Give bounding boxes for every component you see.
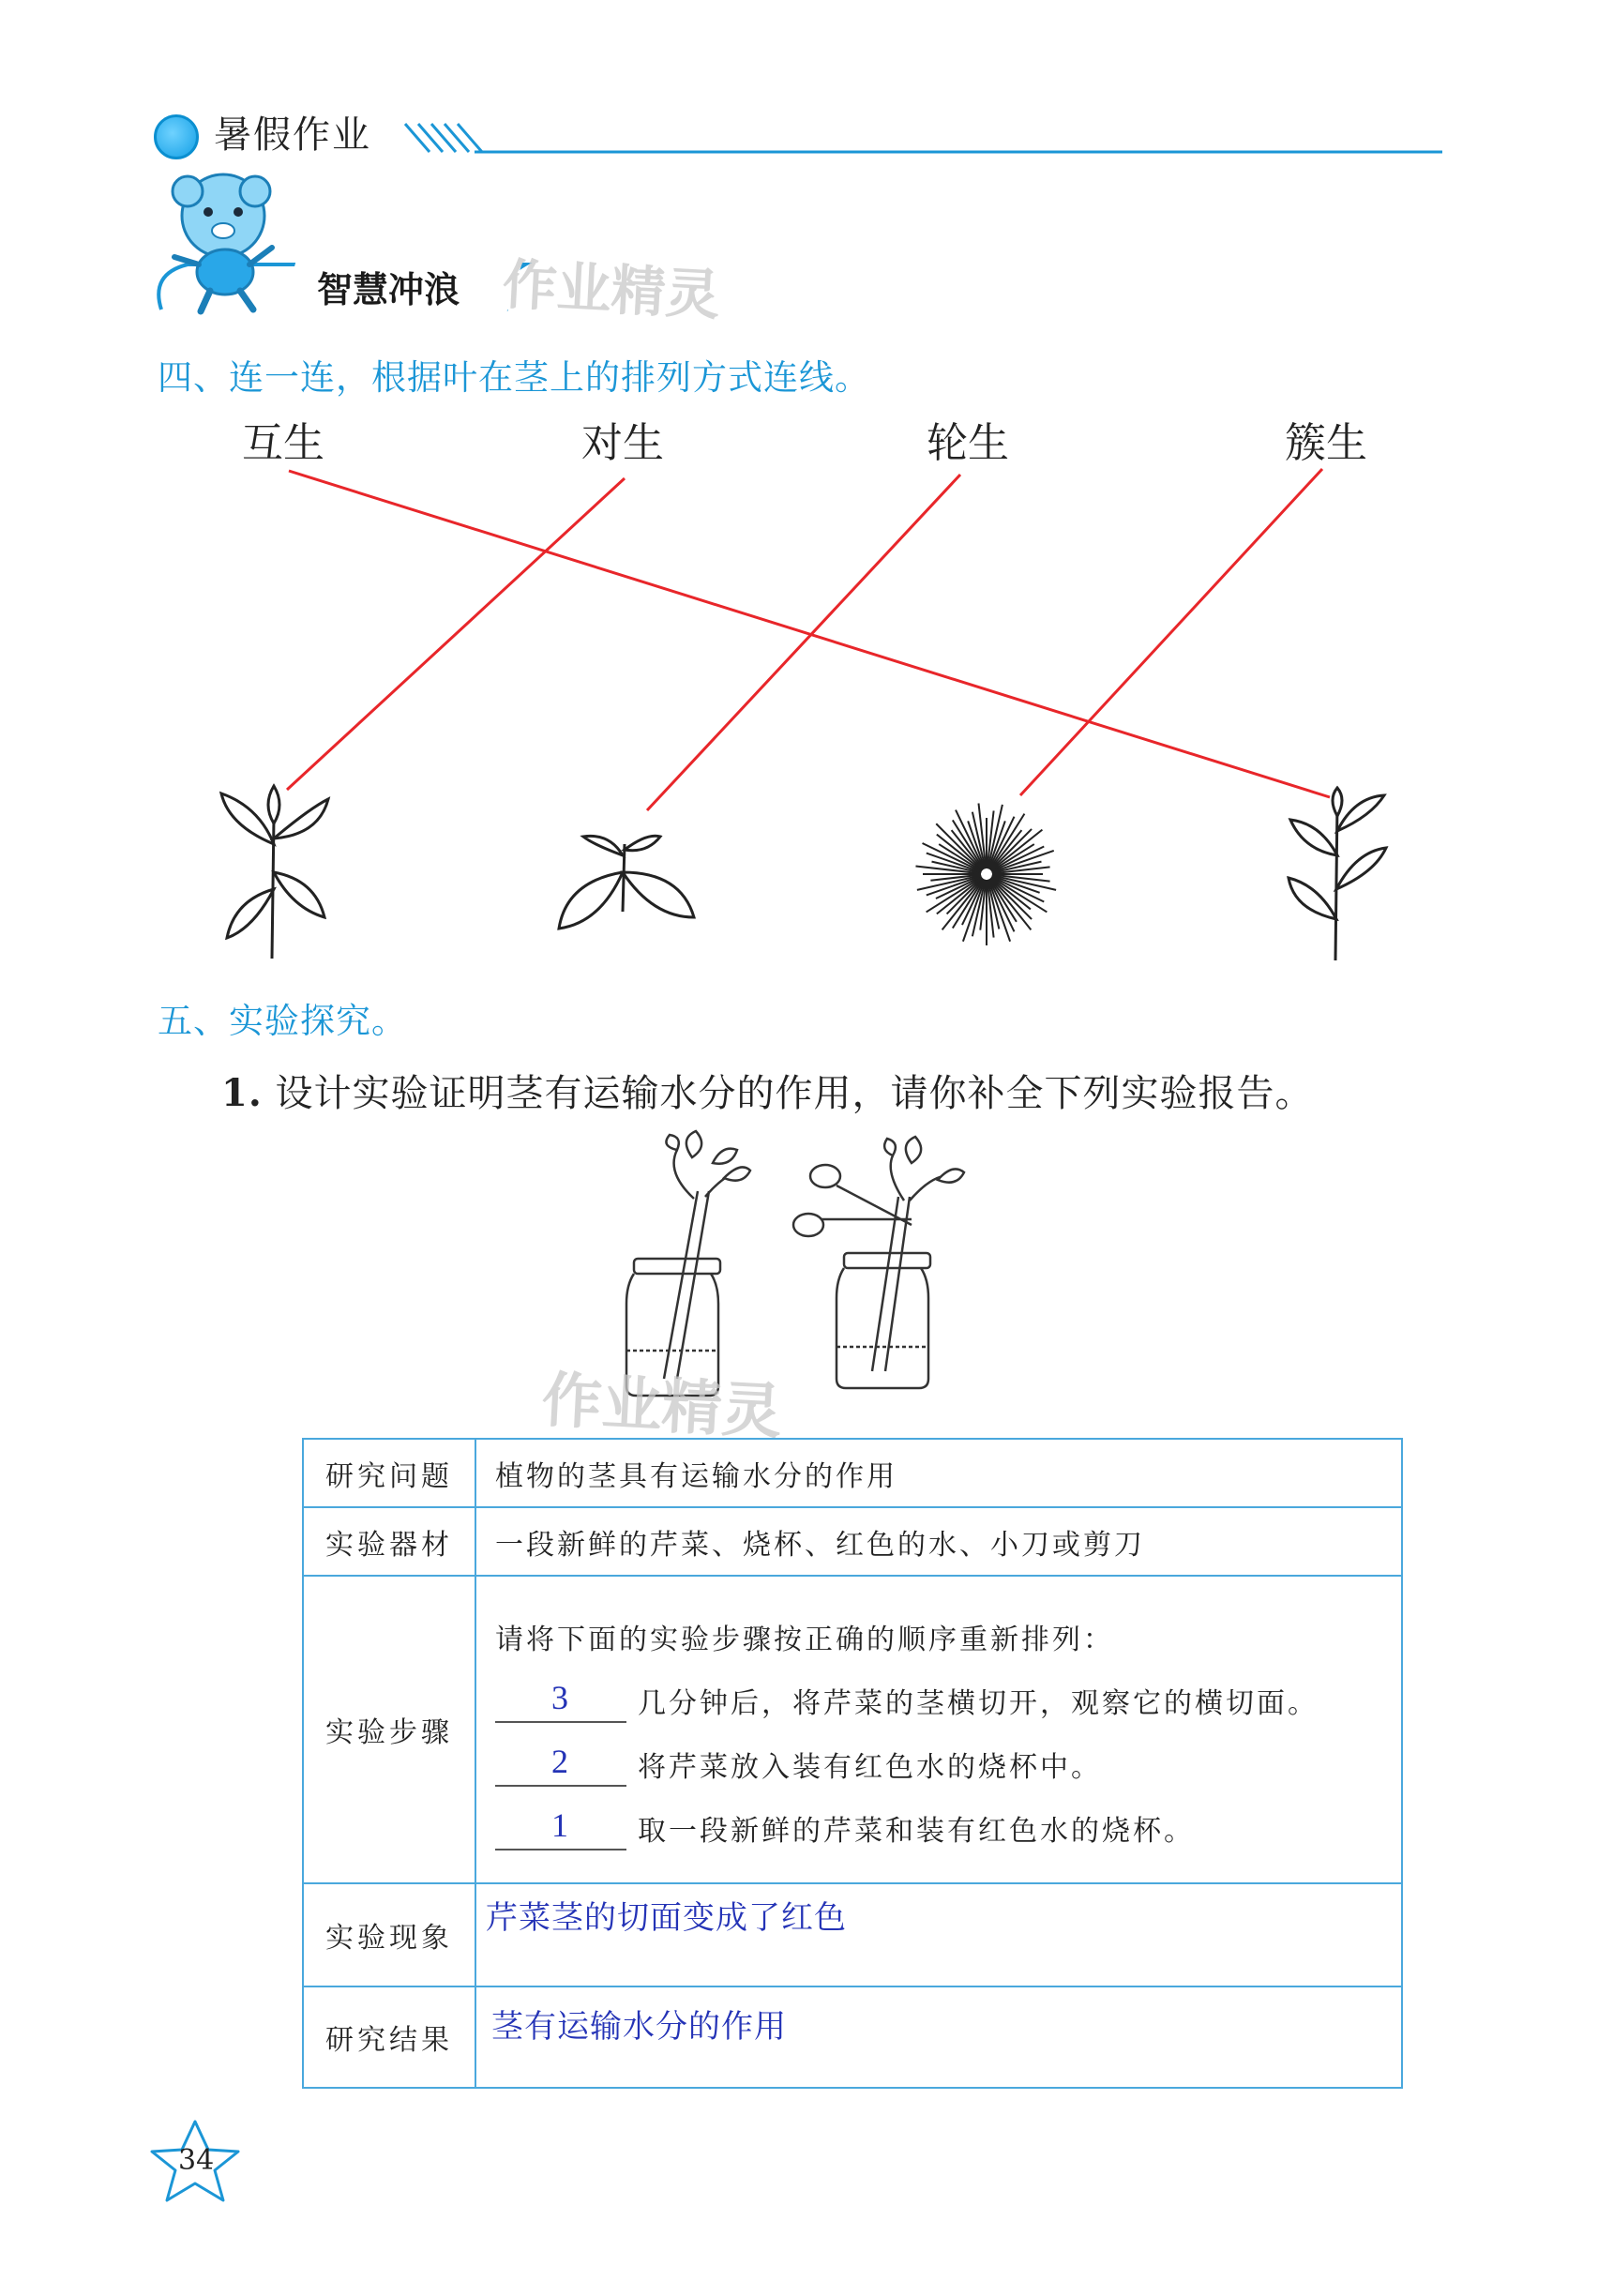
watermark-2: 作业精灵	[539, 1366, 784, 1448]
label-phenomenon: 实验现象	[303, 1883, 475, 1986]
question-number: 1.	[221, 1071, 263, 1115]
step-answer: 1	[551, 1806, 571, 1844]
label-result: 研究结果	[303, 1986, 475, 2088]
label-opposite: 对生	[581, 419, 664, 467]
step-text: 将芹菜放入装有红色水的烧杯中。	[638, 1751, 1102, 1784]
step-text: 取一段新鲜的芹菜和装有红色水的烧杯。	[638, 1815, 1195, 1848]
watermark: 作业精灵	[501, 251, 722, 328]
step-answer: 3	[551, 1679, 571, 1716]
label-alternate: 互生	[242, 419, 324, 467]
label-clustered: 簇生	[1285, 419, 1367, 467]
step-text: 几分钟后，将芹菜的茎横切开，观察它的横切面。	[638, 1687, 1319, 1720]
label-materials: 实验器材	[303, 1507, 475, 1576]
label-research-question: 研究问题	[303, 1439, 475, 1507]
steps-intro: 请将下面的实验步骤按正确的顺序重新排列：	[495, 1624, 1114, 1656]
answer-phenomenon: 芹菜茎的切面变成了红色	[486, 1899, 847, 1937]
section-5-title: 五、实验探究。	[158, 1001, 407, 1041]
section-4-title: 四、连一连，根据叶在茎上的排列方式连线。	[158, 357, 870, 398]
value-research-question: 植物的茎具有运输水分的作用	[475, 1439, 1402, 1507]
question-text: 设计实验证明茎有运输水分的作用，请你补全下列实验报告。	[275, 1072, 1314, 1115]
banner-title: 智慧冲浪	[317, 269, 460, 310]
label-whorled: 轮生	[927, 419, 1009, 467]
value-materials: 一段新鲜的芹菜、烧杯、红色的水、小刀或剪刀	[475, 1507, 1402, 1576]
step-answer: 2	[551, 1743, 571, 1780]
answer-result: 茎有运输水分的作用	[491, 2008, 787, 2046]
header-title: 暑假作业	[214, 113, 371, 157]
label-steps: 实验步骤	[303, 1576, 475, 1883]
page-number: 34	[178, 2144, 215, 2177]
